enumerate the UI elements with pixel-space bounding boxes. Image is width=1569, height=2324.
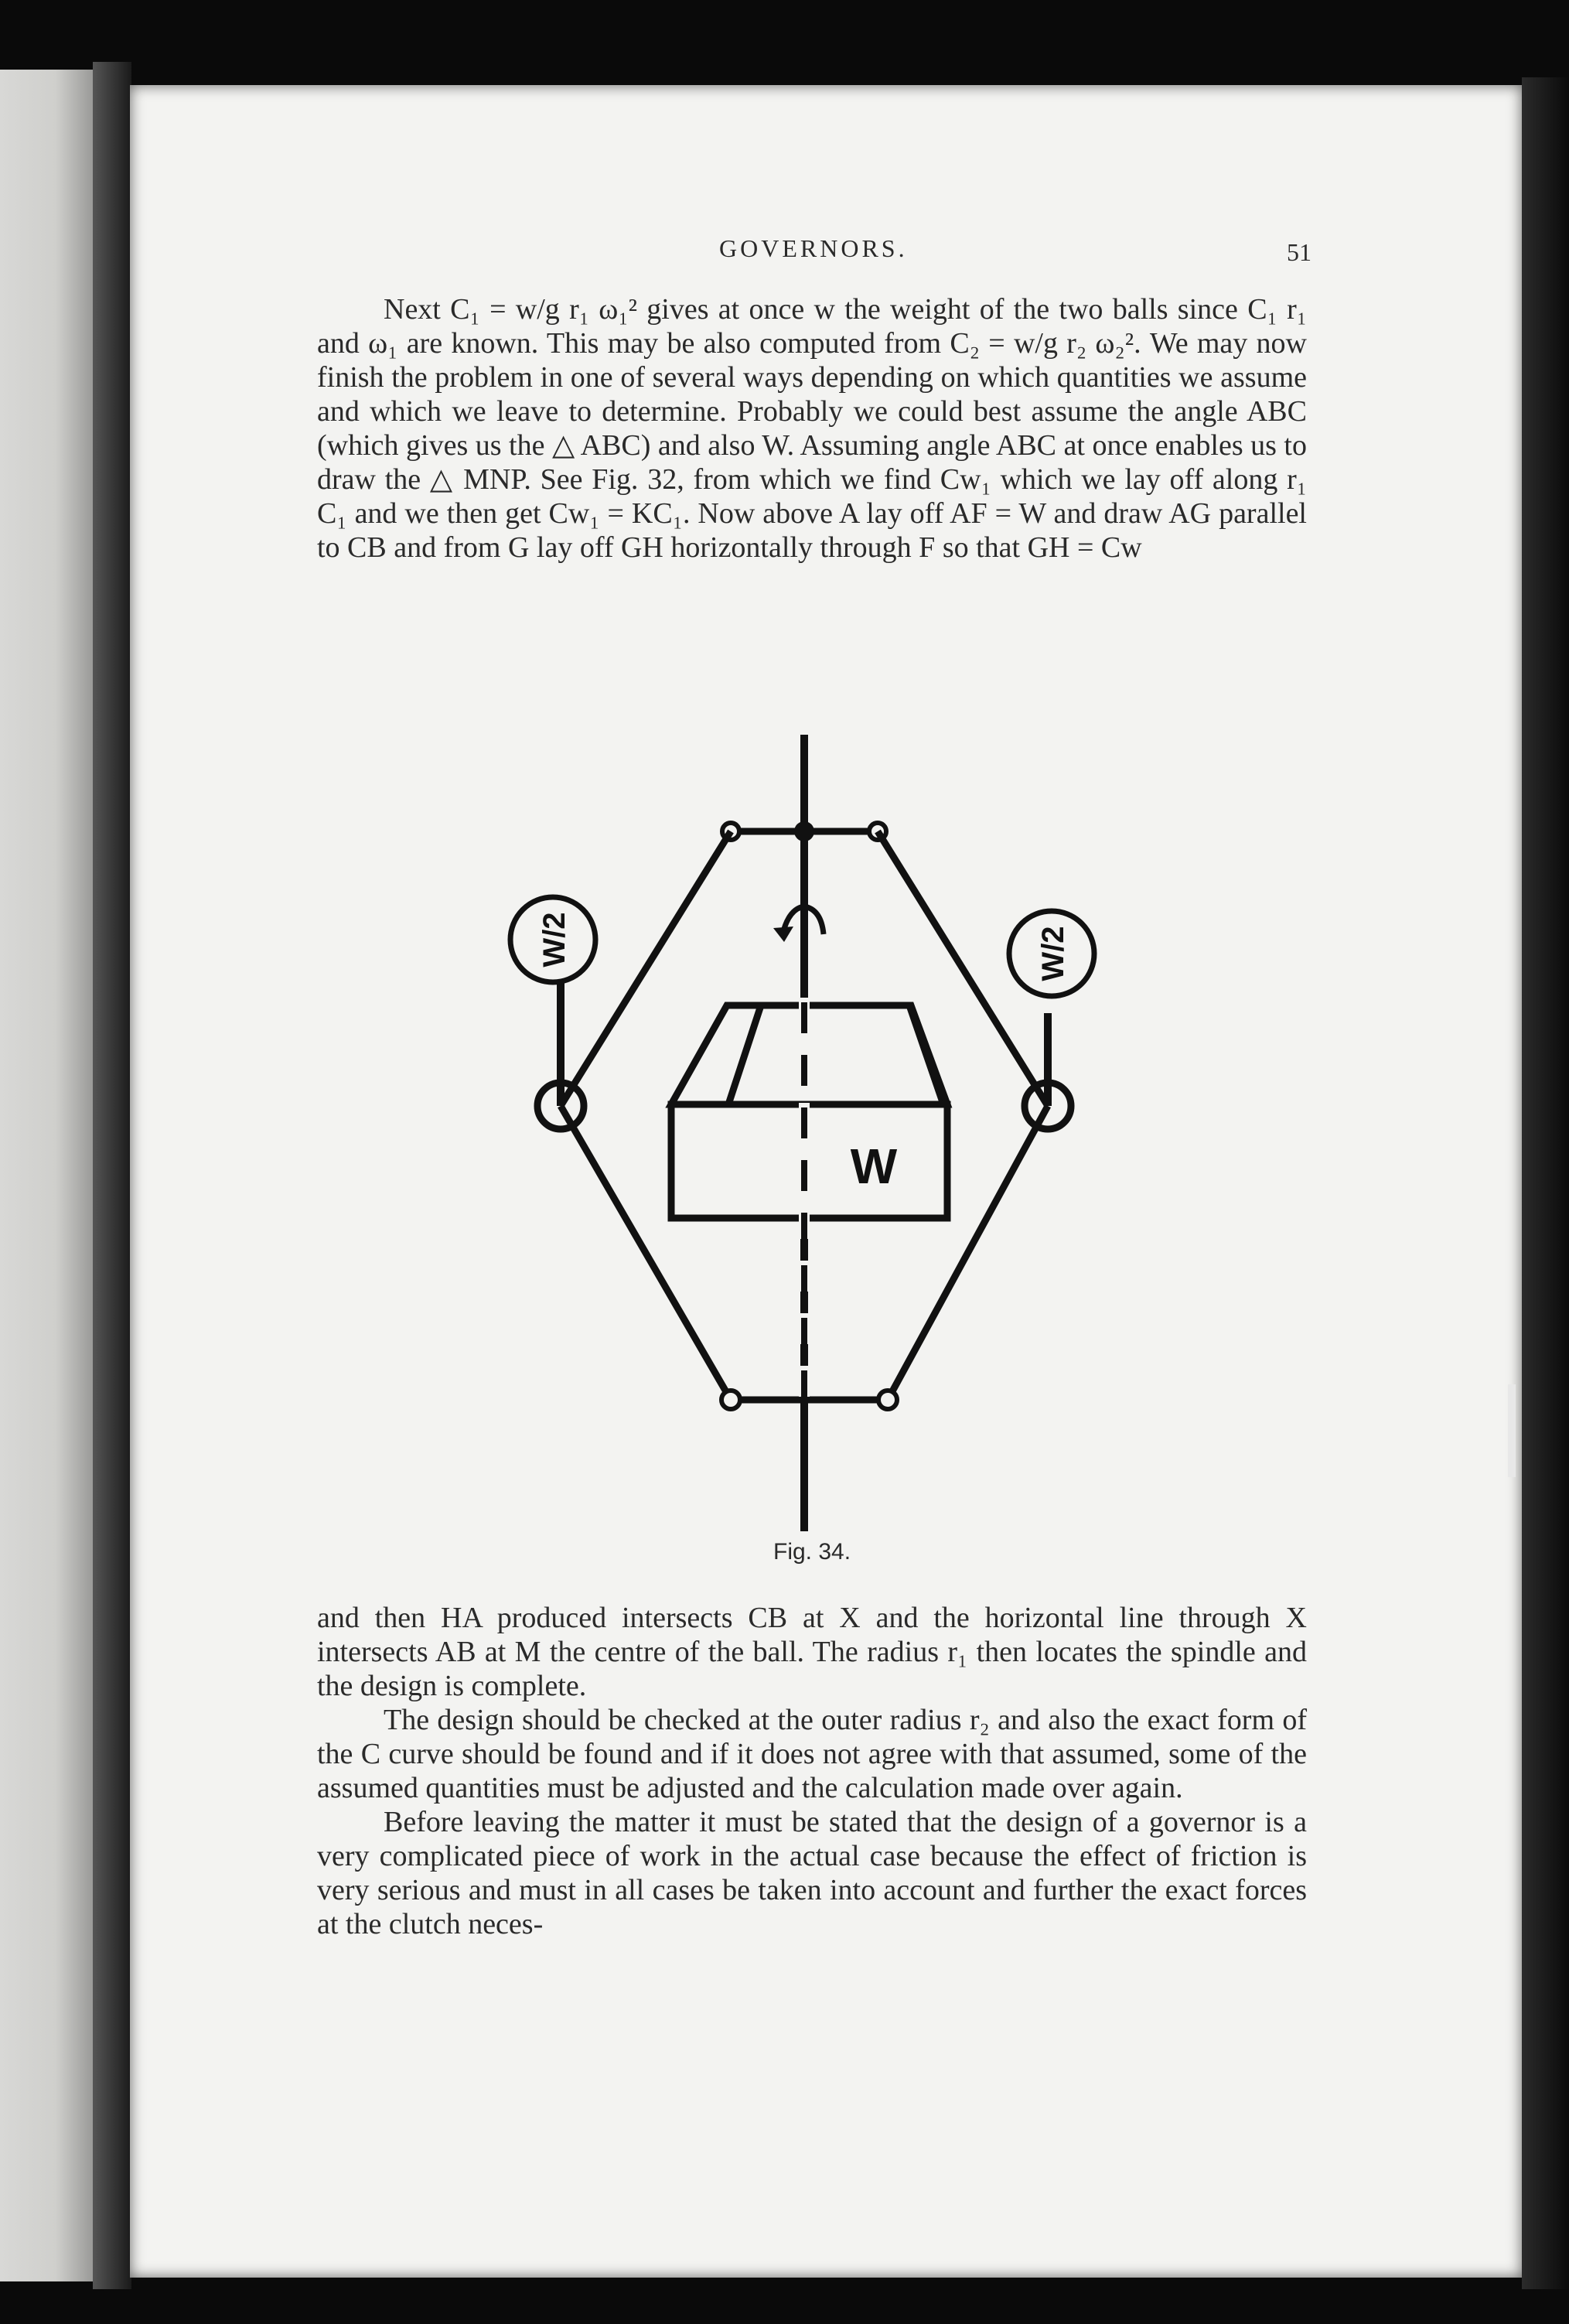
- page-number: 51: [1287, 238, 1311, 266]
- text-top: [317, 292, 1307, 565]
- governor-diagram: [495, 735, 1114, 1531]
- paragraph: Before leaving the matter it must be stated that the design of a governor is a very complicated piece of work in the actual case because the effect of friction is very serious and must in all cases be taken into account and further the exact forces at the clutch neces-: [317, 1806, 1307, 1940]
- right-bottom-joint: [878, 1391, 897, 1409]
- rotation-arrowhead-icon: [773, 927, 793, 942]
- paragraph: and then HA produced intersects CB at X and the horizontal line through X intersects AB at M the centre of the ball. The radius r₁ then locates the spindle and the design is complete.: [317, 1602, 1307, 1702]
- running-head: GOVERNORS.: [719, 234, 908, 262]
- left-bottom-joint: [721, 1391, 740, 1409]
- top-pivot: [794, 821, 814, 841]
- page-edge-mark: [1508, 1384, 1516, 1477]
- figure-caption: Fig. 34.: [773, 1539, 851, 1565]
- left-page-edge: [0, 70, 93, 2281]
- right-shadow: [1522, 77, 1569, 2289]
- weight-top-taper: [728, 1005, 943, 1104]
- left-ball-label: W/2: [537, 912, 571, 967]
- paragraph: Next C₁ = w/g r₁ ω₁² gives at once w the weight of the two balls since C₁ r₁ and ω₁ are known. This may be also computed from C₂ = w/g r₂ ω₂². We may now finish the problem in one of several ways depending on which quantities we assume and which we leave to determine. Probably we could best assume the angle ABC (which gives us the △ ABC) and also W. Assuming angle ABC at once enables us to draw the △ MNP. See Fig. 32, from which we find Cw₁ which we lay off along r₁ C₁ and we then get Cw₁ = KC₁. Now above A lay off AF = W and draw AG parallel to CB and from G lay off GH horizontally through F so that GH = Cw: [317, 293, 1307, 564]
- book-gutter: [93, 62, 131, 2289]
- weight-label: W: [850, 1138, 898, 1194]
- paragraph: The design should be checked at the outer radius r₂ and also the exact form of the C curve should be found and if it does not agree with that assumed, some of the assumed quantities must be adjusted and the calculation made over again.: [317, 1704, 1307, 1804]
- text-bottom: [317, 1601, 1307, 1941]
- right-ball-label: W/2: [1036, 926, 1070, 981]
